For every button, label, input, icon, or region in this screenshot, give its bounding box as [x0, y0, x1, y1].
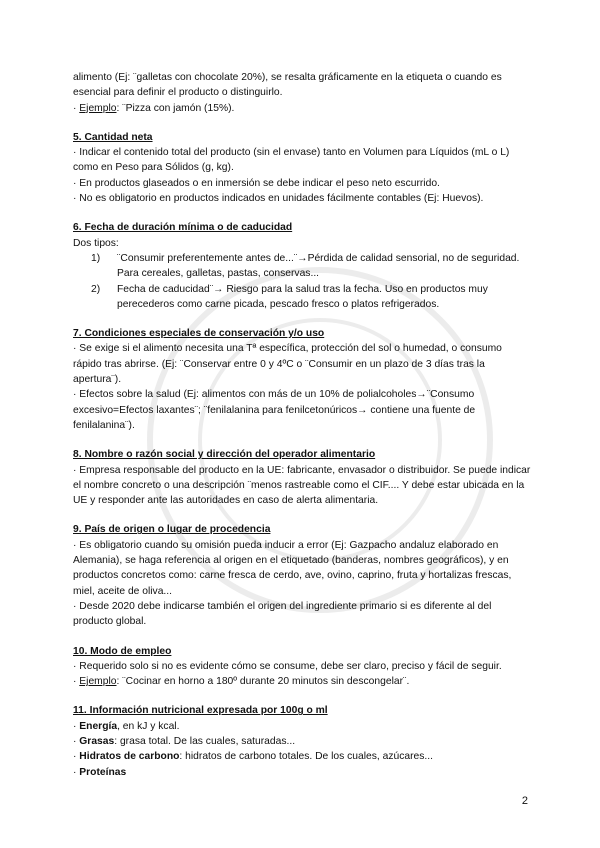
section-heading: 11. Información nutricional expresada por 100g o ml [73, 705, 328, 717]
section-line: · Es obligatorio cuando su omisión pueda inducir a error (Ej: Gazpacho andaluz elaborado en Alemania), se haga referencia al origen en el etiquetado (banderas, nombres geográficos), y en productos concretos como: carne fresca de cerdo, ave, ovino, caprino, fruta y hortalizas frescas, miel, aceite de oliva... [73, 539, 512, 597]
section-fecha-caducidad [73, 220, 533, 312]
section-condiciones-conservacion [73, 326, 533, 433]
section-heading: 9. País de origen o lugar de procedencia [73, 524, 271, 536]
list-text: Fecha de caducidad¨→ Riesgo para la salud tras la fecha. Uso en productos muy perecederos como carne picada, pescado fresco o platos refrigerados. [117, 283, 488, 310]
intro-example: · Ejemplo: ¨Pizza con jamón (15%). [73, 102, 235, 114]
section-heading: 7. Condiciones especiales de conservación y/o uso [73, 328, 325, 340]
example-label: Ejemplo [79, 102, 117, 114]
section-example: · Ejemplo: ¨Cocinar en horno a 180º durante 20 minutos sin descongelar¨. [73, 676, 410, 688]
nutrient-term: Energía [79, 720, 118, 732]
example-text: : ¨Pizza con jamón (15%). [116, 102, 235, 114]
section-modo-empleo [73, 644, 533, 690]
list-number: 2) [91, 283, 101, 295]
document-page [73, 70, 533, 780]
section-line: · Empresa responsable del producto en la UE: fabricante, envasador o distribuidor. Se puede indicar el nombre concreto o una descripción ¨menos rastreable como el CIF.... Y debe estar ubicada en la UE y responder ante las autoridades en caso de alerta alimentaria. [73, 464, 531, 507]
section-intro: Dos tipos: [73, 237, 119, 249]
section-operador-alimentario [73, 447, 533, 508]
section-heading: 8. Nombre o razón social y dirección del operador alimentario [73, 449, 376, 461]
section-heading: 5. Cantidad neta [73, 131, 153, 143]
section-line: · Requerido solo si no es evidente cómo se consume, debe ser claro, preciso y fácil de seguir. [73, 660, 502, 672]
nutrient-text: , en kJ y kcal. [117, 720, 180, 732]
list-item [91, 282, 533, 313]
list-number: 1) [91, 252, 101, 264]
section-cantidad-neta [73, 130, 533, 206]
section-line: · Indicar el contenido total del producto (sin el envase) tanto en Volumen para Líquidos (mL o L) como en Peso para Sólidos (g, kg). [73, 147, 510, 174]
nutrient-term: Proteínas [79, 766, 127, 778]
list-item [91, 251, 533, 282]
section-line: · Se exige si el alimento necesita una Tª específica, protección del sol o humedad, o consumo rápido tras abrirse. (Ej: ¨Conservar entre 0 y 4ºC o ¨Consumir en un plazo de 3 días tras la apertura¨). [73, 343, 502, 386]
section-informacion-nutricional [73, 703, 533, 779]
section-line: · Efectos sobre la salud (Ej: alimentos con más de un 10% de polialcoholes→¨Consumo excesivo=Efectos laxantes¨; ¨fenilalanina para fenilcetonúricos→ contiene una fuente de fenilalanina¨). [73, 389, 476, 431]
section-line: · Desde 2020 debe indicarse también el origen del ingrediente primario si es diferente al del producto global. [73, 600, 492, 628]
nutrient-text: : hidratos de carbono totales. De los cuales, azúcares... [179, 751, 433, 763]
page-number: 2 [521, 795, 528, 807]
nutrient-line: · Proteínas [73, 766, 127, 778]
section-line: · No es obligatorio en productos indicados en unidades fácilmente contables (Ej: Huevos). [73, 193, 484, 205]
nutrient-term: Hidratos de carbono [79, 751, 180, 763]
list-text: ¨Consumir preferentemente antes de...¨→Pérdida de calidad sensorial, no de seguridad. Para cereales, galletas, pastas, conservas... [117, 252, 520, 280]
nutrient-text: : grasa total. De las cuales, saturadas... [114, 735, 296, 747]
nutrient-term: Grasas [79, 735, 115, 747]
section-heading: 10. Modo de empleo [73, 645, 172, 657]
example-text: : ¨Cocinar en horno a 180º durante 20 minutos sin descongelar¨. [116, 676, 410, 688]
nutrient-line: · Hidratos de carbono: hidratos de carbono totales. De los cuales, azúcares... [73, 751, 433, 763]
nutrient-line: · Energía, en kJ y kcal. [73, 720, 180, 732]
section-heading: 6. Fecha de duración mínima o de caducidad [73, 222, 293, 234]
intro-paragraph: alimento (Ej: ¨galletas con chocolate 20%), se resalta gráficamente en la etiqueta o cuando es esencial para definir el producto o distinguirlo. [73, 72, 502, 99]
nutrient-line: · Grasas: grasa total. De las cuales, saturadas... [73, 735, 296, 747]
section-pais-origen [73, 522, 533, 629]
numbered-list [73, 251, 533, 312]
example-label: Ejemplo [79, 676, 117, 688]
section-line: · En productos glaseados o en inmersión se debe indicar el peso neto escurrido. [73, 177, 440, 189]
